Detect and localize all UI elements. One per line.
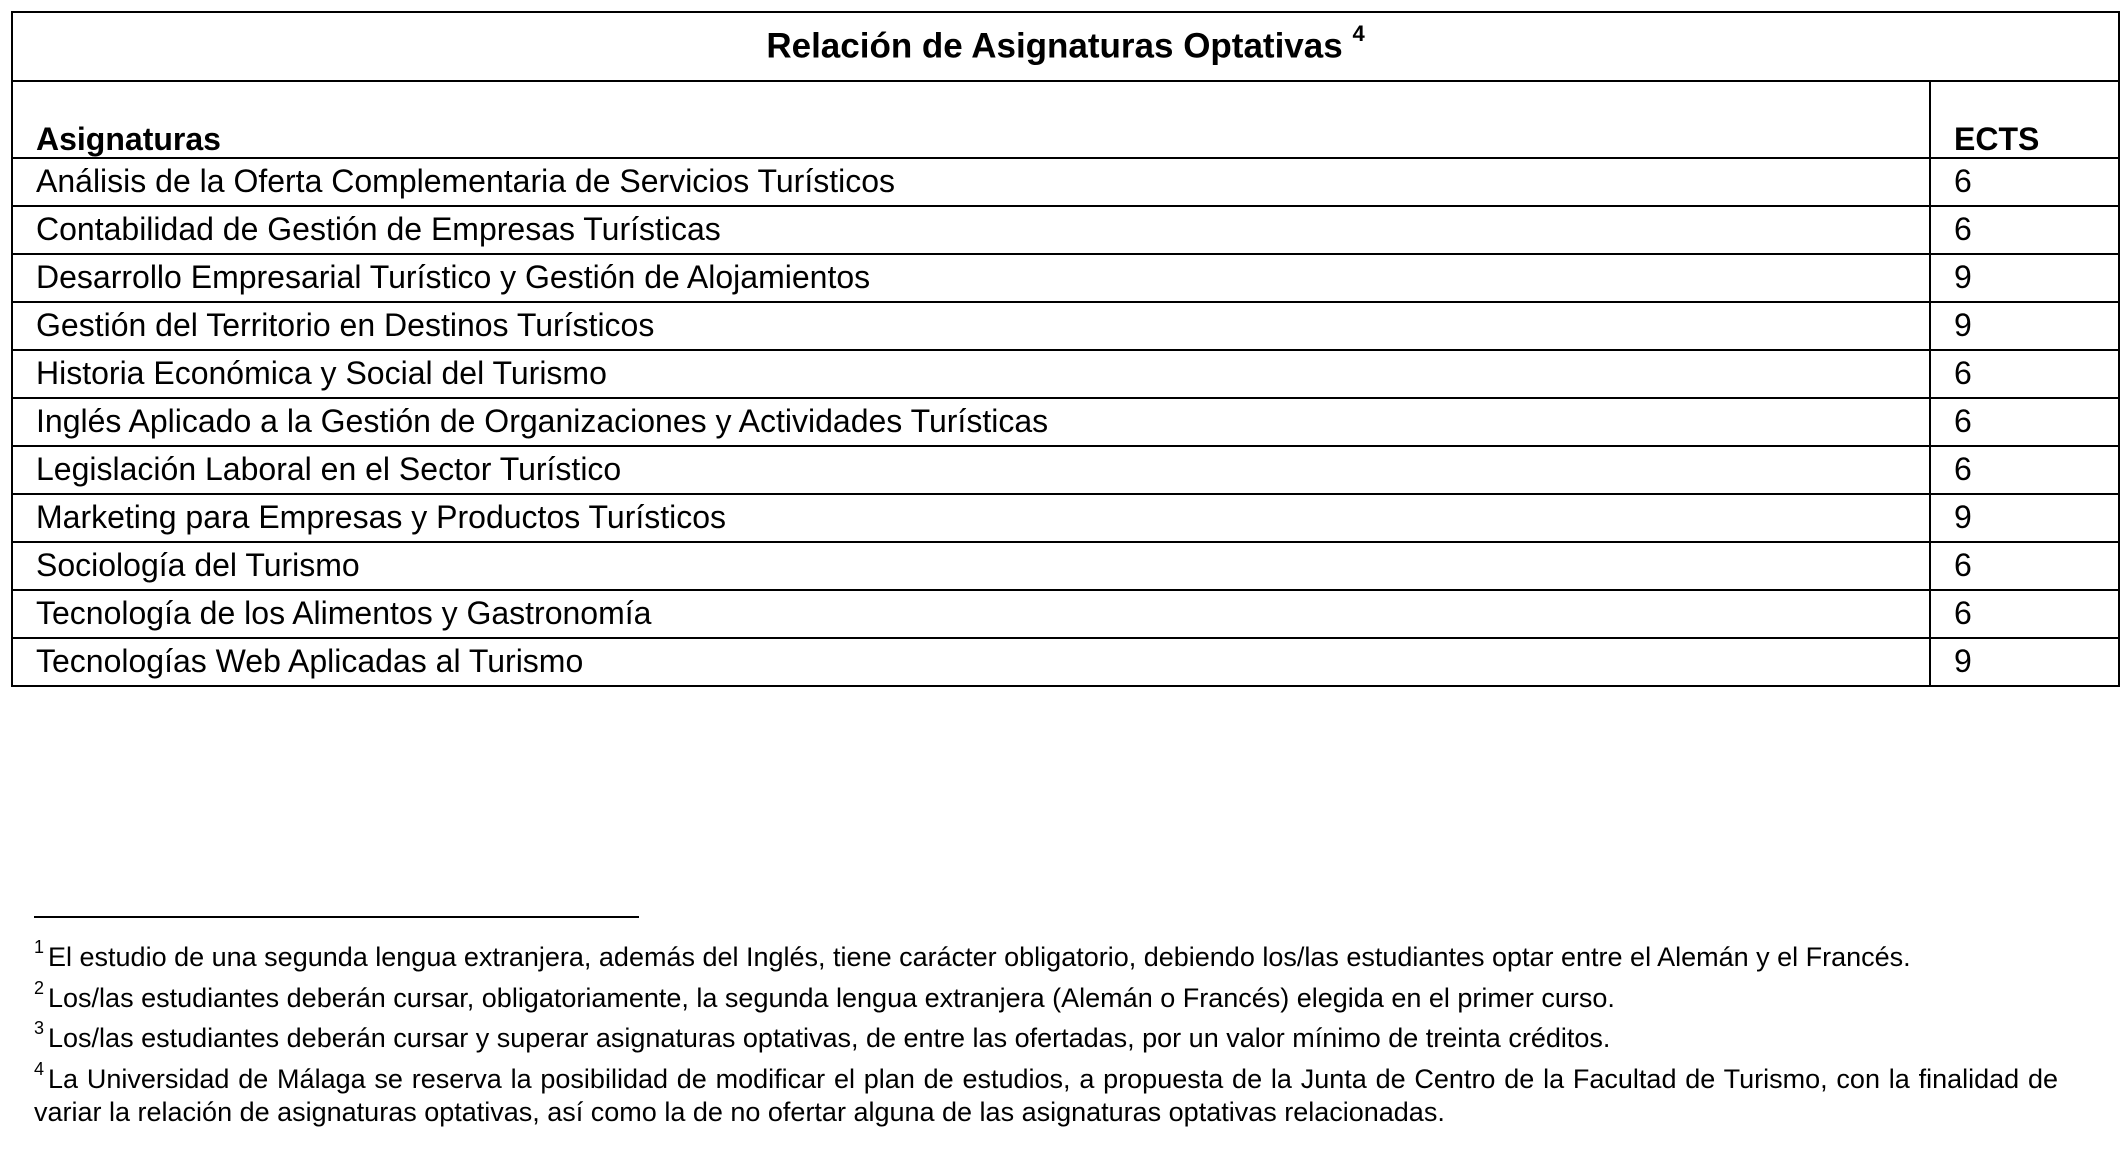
table-header-row bbox=[12, 81, 2119, 158]
ects-cell: 6 bbox=[1930, 590, 2119, 638]
subject-cell: Marketing para Empresas y Productos Turísticos bbox=[12, 494, 1930, 542]
ects-cell: 6 bbox=[1930, 398, 2119, 446]
table-row bbox=[12, 206, 2119, 254]
footnotes bbox=[34, 934, 2058, 1130]
table-row bbox=[12, 254, 2119, 302]
header-ects: ECTS bbox=[1930, 81, 2119, 158]
ects-cell: 9 bbox=[1930, 302, 2119, 350]
table-row bbox=[12, 158, 2119, 206]
ects-cell: 6 bbox=[1930, 446, 2119, 494]
table-row bbox=[12, 590, 2119, 638]
subject-cell: Tecnologías Web Aplicadas al Turismo bbox=[12, 638, 1930, 686]
footnote-text: Los/las estudiantes deberán cursar y superar asignaturas optativas, de entre las ofertadas, por un valor mínimo de treinta créditos. bbox=[48, 1023, 1611, 1053]
footnote-mark: 4 bbox=[34, 1058, 45, 1079]
footnote-text: Los/las estudiantes deberán cursar, obligatoriamente, la segunda lengua extranjera (Alemán o Francés) elegida en el primer curso. bbox=[48, 982, 1615, 1013]
subject-cell: Legislación Laboral en el Sector Turístico bbox=[12, 446, 1930, 494]
footnote bbox=[34, 934, 2058, 975]
subject-cell: Gestión del Territorio en Destinos Turísticos bbox=[12, 302, 1930, 350]
footnote bbox=[34, 975, 2058, 1016]
table-row bbox=[12, 446, 2119, 494]
ects-cell: 6 bbox=[1930, 542, 2119, 590]
table-row bbox=[12, 350, 2119, 398]
ects-cell: 6 bbox=[1930, 206, 2119, 254]
subject-cell: Análisis de la Oferta Complementaria de Servicios Turísticos bbox=[12, 158, 1930, 206]
footnote-mark: 3 bbox=[34, 1018, 45, 1038]
table-title-note: 4 bbox=[1352, 21, 1365, 47]
subject-cell: Historia Económica y Social del Turismo bbox=[12, 350, 1930, 398]
ects-cell: 6 bbox=[1930, 350, 2119, 398]
table-row bbox=[12, 542, 2119, 590]
optional-subjects-table bbox=[11, 11, 2120, 687]
header-subjects: Asignaturas bbox=[12, 81, 1930, 158]
subject-cell: Sociología del Turismo bbox=[12, 542, 1930, 590]
footnote-text: El estudio de una segunda lengua extranjera, además del Inglés, tiene carácter obligatorio, debiendo los/las estudiantes optar entre el Alemán y el Francés. bbox=[48, 942, 1911, 972]
table-title-row bbox=[12, 12, 2119, 81]
footnote-text: La Universidad de Málaga se reserva la posibilidad de modificar el plan de estudios, a propuesta de la Junta de Centro de la Facultad de Turismo, con la finalidad de variar la relación de asignaturas optativas, así como la de no ofertar alguna de las asignaturas optativas relacionadas. bbox=[34, 1063, 2058, 1127]
ects-cell: 9 bbox=[1930, 494, 2119, 542]
table-row bbox=[12, 638, 2119, 686]
subject-cell: Tecnología de los Alimentos y Gastronomía bbox=[12, 590, 1930, 638]
footnote-separator bbox=[34, 916, 639, 918]
table-title-text: Relación de Asignaturas Optativas bbox=[766, 27, 1343, 67]
table-row bbox=[12, 302, 2119, 350]
ects-cell: 6 bbox=[1930, 158, 2119, 206]
footnote-mark: 1 bbox=[34, 937, 45, 957]
ects-cell: 9 bbox=[1930, 254, 2119, 302]
subject-cell: Inglés Aplicado a la Gestión de Organizaciones y Actividades Turísticas bbox=[12, 398, 1930, 446]
subject-cell: Contabilidad de Gestión de Empresas Turísticas bbox=[12, 206, 1930, 254]
table-row bbox=[12, 494, 2119, 542]
footnote-mark: 2 bbox=[34, 977, 45, 998]
footnote bbox=[34, 1056, 2058, 1130]
footnote bbox=[34, 1015, 2058, 1056]
table-row bbox=[12, 398, 2119, 446]
ects-cell: 9 bbox=[1930, 638, 2119, 686]
table-title bbox=[12, 12, 2119, 81]
subject-cell: Desarrollo Empresarial Turístico y Gestión de Alojamientos bbox=[12, 254, 1930, 302]
